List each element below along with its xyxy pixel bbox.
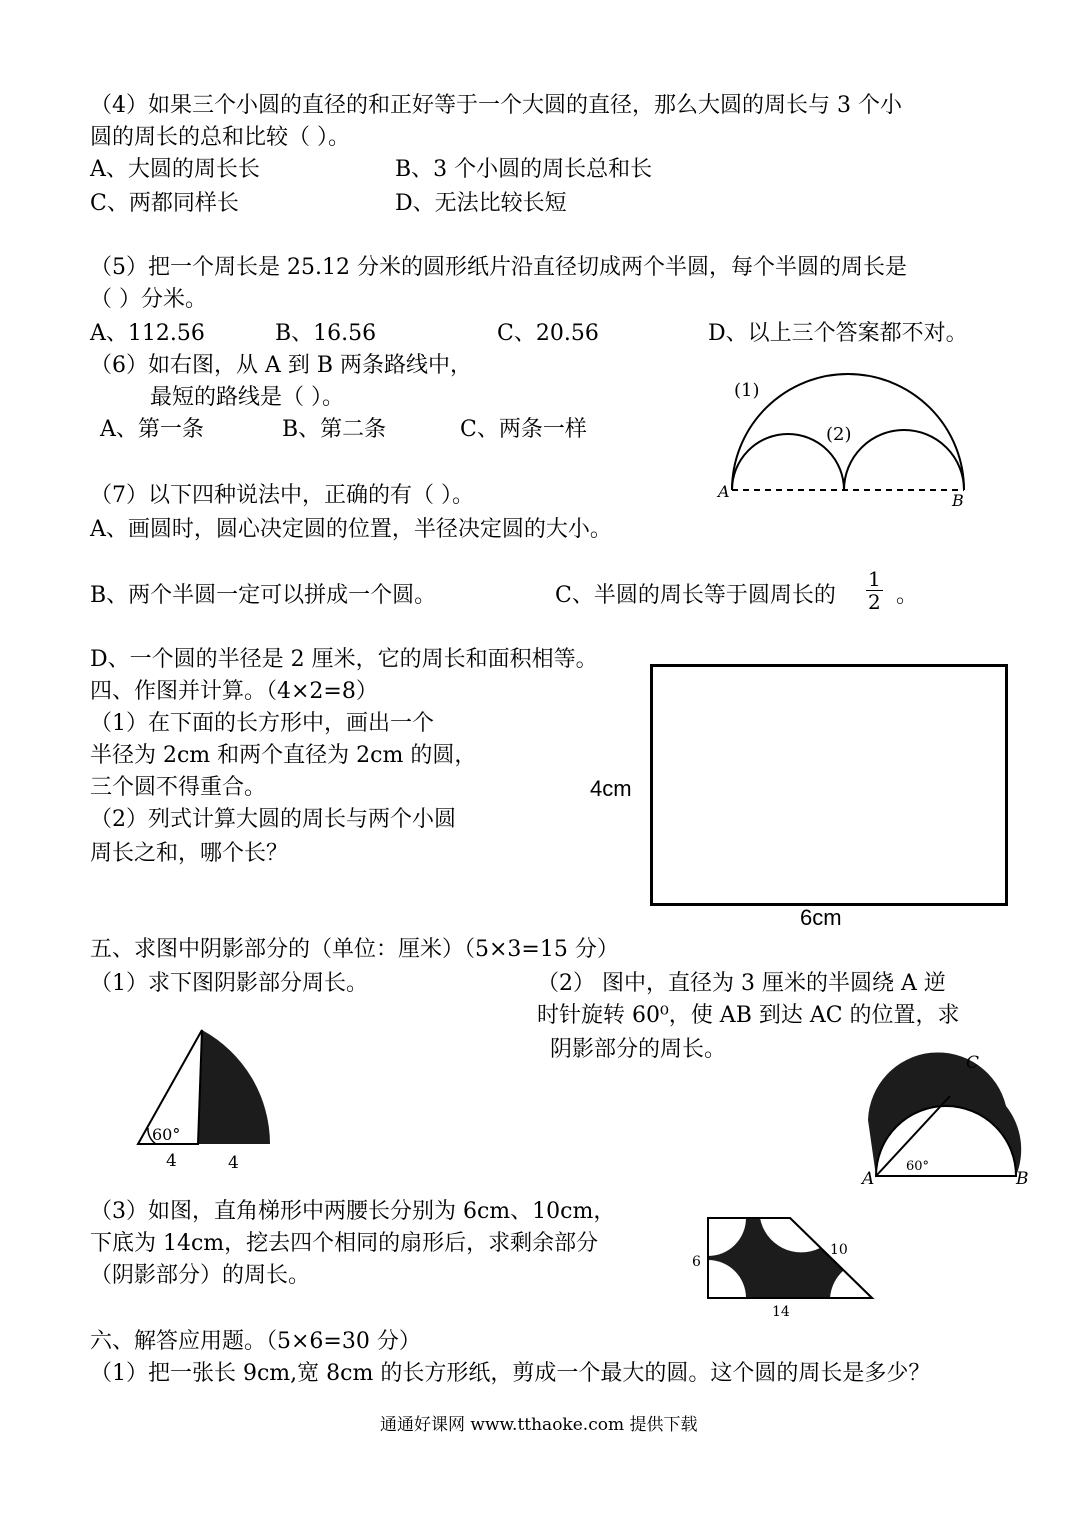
s5-part2-line1: （2） 图中，直径为 3 厘米的半圆绕 A 逆	[537, 971, 946, 996]
q5-option-a: A、112.56	[90, 321, 205, 346]
q4-line2: 圆的周长的总和比较（ ）。	[90, 125, 350, 150]
trapezoid-figure	[680, 1210, 890, 1322]
rotation-point-a-label: A	[862, 1169, 875, 1189]
s5-part3-line2: 下底为 14cm，挖去四个相同的扇形后，求剩余部分	[90, 1231, 599, 1256]
section-6-heading: 六、解答应用题。（5×6=30 分）	[90, 1329, 421, 1354]
half-fraction	[866, 568, 883, 613]
q6-option-c: C、两条一样	[460, 417, 587, 442]
drawing-rectangle	[650, 664, 1008, 906]
s5-part2-line2: 时针旋转 60⁰，使 AB 到达 AC 的位置，求	[537, 1003, 960, 1028]
route-1-label: (1)	[734, 380, 760, 401]
q4-option-b: B、3 个小圆的周长总和长	[395, 157, 653, 182]
route-2-arc-right	[844, 430, 964, 490]
q5-line2: （ ）分米。	[90, 287, 207, 312]
s5-part2-line3: 阴影部分的周长。	[550, 1037, 727, 1062]
rotation-angle-label: 60°	[906, 1159, 930, 1174]
q5-option-d: D、以上三个答案都不对。	[708, 321, 968, 346]
section-4-heading: 四、作图并计算。（4×2=8）	[90, 679, 378, 704]
q6-line1: （6）如右图，从 A 到 B 两条路线中，	[90, 353, 473, 378]
s4-part1-line2: 半径为 2cm 和两个直径为 2cm 的圆，	[90, 743, 477, 768]
rotated-semicircle-figure	[856, 1050, 1036, 1190]
q4-line1: （4）如果三个小圆的直径的和正好等于一个大圆的直径，那么大圆的周长与 3 个小	[90, 93, 902, 118]
side-label-4-left: 4	[166, 1151, 177, 1171]
route-2-label: (2)	[826, 424, 852, 445]
rectangle-width-label: 6cm	[800, 905, 842, 930]
fraction-numerator: 1	[868, 567, 881, 591]
s4-part1-line1: （1）在下面的长方形中，画出一个	[90, 711, 434, 736]
q4-option-c: C、两都同样长	[90, 191, 239, 216]
leg-10-label: 10	[830, 1242, 848, 1258]
q6-option-a: A、第一条	[100, 417, 204, 442]
angle-label: 60°	[152, 1125, 181, 1144]
q6-line2: 最短的路线是（ ）。	[150, 385, 344, 410]
q7-option-c-text: C、半圆的周长等于圆周长的	[555, 583, 836, 608]
s4-part2-line2: 周长之和，哪个长？	[90, 841, 289, 866]
base-14-label: 14	[772, 1304, 790, 1320]
endpoint-b-label: B	[1016, 1169, 1029, 1189]
s6-part1-text: （1）把一张长 9cm,宽 8cm 的长方形纸，剪成一个最大的圆。这个圆的周长是多少？	[90, 1361, 931, 1386]
point-c-label: C	[966, 1053, 980, 1073]
rectangle-height-label: 4cm	[590, 776, 632, 801]
q7-option-d: D、一个圆的半径是 2 厘米，它的周长和面积相等。	[90, 647, 598, 672]
q4-option-d: D、无法比较长短	[395, 191, 567, 216]
s4-part2-line1: （2）列式计算大圆的周长与两个小圆	[90, 807, 456, 832]
s4-part1-line3: 三个圆不得重合。	[90, 775, 267, 800]
section-5-heading: 五、求图中阴影部分的（单位：厘米）（5×3=15 分）	[90, 937, 619, 962]
sector-figure	[120, 1020, 290, 1180]
s5-part1-text: （1）求下图阴影部分周长。	[90, 971, 368, 996]
leg-6-label: 6	[692, 1254, 701, 1270]
q7-option-c-suffix: 。	[896, 583, 919, 608]
q6-option-b: B、第二条	[282, 417, 387, 442]
s5-part3-line1: （3）如图，直角梯形中两腰长分别为 6cm、10cm，	[90, 1199, 616, 1224]
point-b-label: B	[952, 491, 964, 510]
page-footer: 通通好课网 www.tthaoke.com 提供下载	[380, 1415, 698, 1435]
q7-line1: （7）以下四种说法中，正确的有（ ）。	[90, 483, 474, 508]
q7-option-a: A、画圆时，圆心决定圆的位置，半径决定圆的大小。	[90, 517, 612, 542]
q5-line1: （5）把一个周长是 25.12 分米的圆形纸片沿直径切成两个半圆，每个半圆的周长是	[90, 255, 907, 280]
q5-option-b: B、16.56	[275, 321, 377, 346]
fraction-denominator: 2	[868, 590, 881, 614]
point-a-label: A	[718, 482, 730, 501]
q6-route-diagram	[712, 362, 982, 512]
q7-option-b: B、两个半圆一定可以拼成一个圆。	[90, 583, 437, 608]
s5-part3-line3: （阴影部分）的周长。	[90, 1263, 311, 1288]
q5-option-c: C、20.56	[497, 321, 599, 346]
side-label-4-right: 4	[228, 1153, 239, 1173]
q4-option-a: A、大圆的周长长	[90, 157, 260, 182]
